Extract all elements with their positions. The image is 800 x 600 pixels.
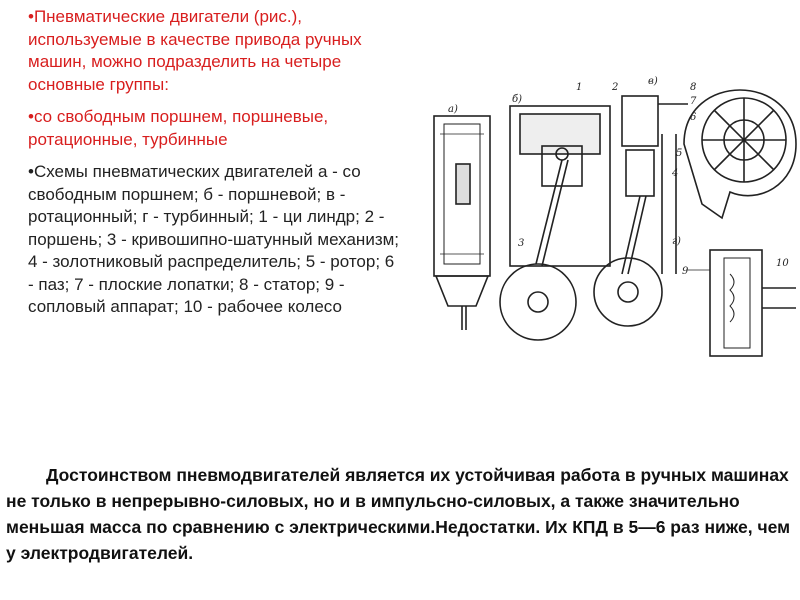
label-a: а) (448, 104, 458, 115)
bullet-figure-caption: •Схемы пневматических двигателей а - со свободным поршнем; б - поршневой; в - ротационный; г - турбинный; 1 - ци линдр; 2 - поршень; 3 - кривошипно-шатунный механизм; 4 - золотниковый распределитель; 5 - ротор; 6 - паз; 7 - плоские лопатки; 8 - статор; 9 - сопловый аппарат; 10 - рабочее колесо (28, 162, 400, 316)
label-9: 9 (682, 266, 689, 277)
free-piston-engine-drawing (434, 116, 490, 330)
bullet-list (28, 6, 400, 329)
engine-schematics-figure (426, 74, 798, 384)
label-b: б) (512, 94, 523, 105)
label-5: 5 (676, 148, 683, 159)
label-10: 10 (776, 258, 789, 269)
bullet-engine-groups: •Пневматические двигатели (рис.), используемые в качестве привода ручных машин, можно подразделить на четыре основные группы: (28, 7, 362, 94)
label-1: 1 (576, 82, 583, 93)
label-2: 2 (612, 82, 619, 93)
label-6: 6 (690, 112, 697, 123)
label-g: г) (672, 236, 681, 247)
piston-engine-drawing (500, 96, 688, 340)
label-4: 4 (672, 168, 679, 179)
bullet-engine-types: •со свободным поршнем, поршневые, ротационные, турбинные (28, 107, 329, 149)
advantages-text: Достоинством пневмодвигателей является их устойчивая работа в ручных машинах не только в непрерывно-силовых, но и в импульсно-силовых, а также значительно меньшая масса по сравнению с электрическими.Недостатки. Их КПД в 5—6 раз ниже, чем у электродвигателей. (6, 465, 791, 563)
rotary-engine-drawing (684, 90, 796, 218)
label-8: 8 (690, 82, 697, 93)
label-v: в) (648, 76, 658, 87)
label-3: 3 (518, 238, 525, 249)
label-7: 7 (690, 96, 697, 107)
